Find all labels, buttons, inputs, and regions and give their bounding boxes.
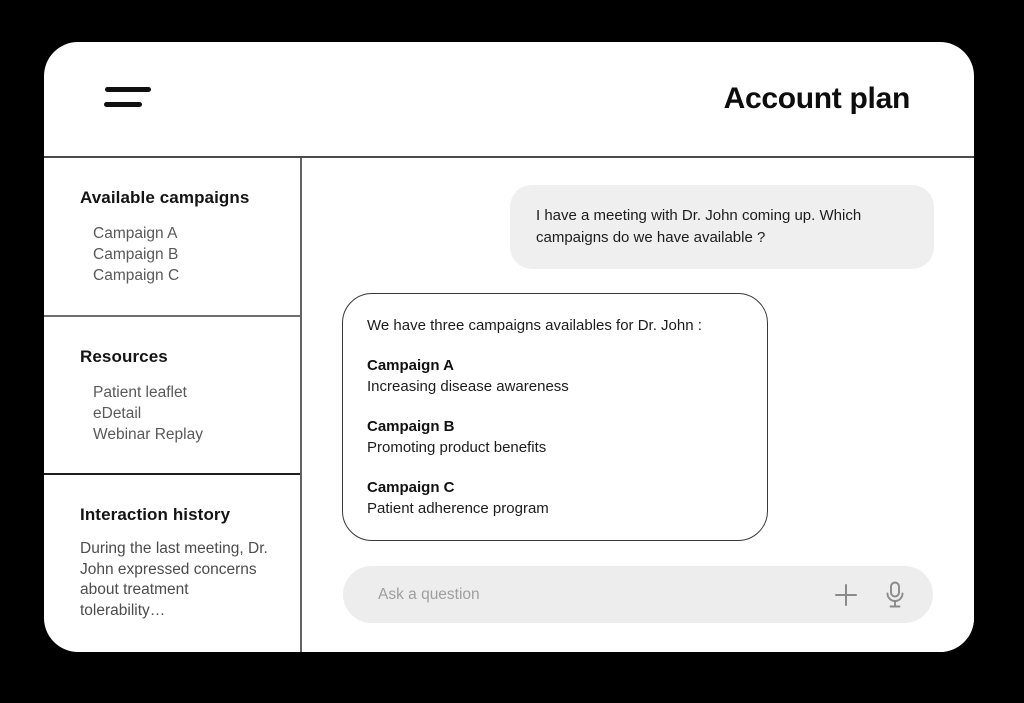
hamburger-bar-bottom <box>104 102 142 107</box>
plus-icon[interactable] <box>833 582 859 608</box>
campaign-b-name: Campaign B <box>367 418 455 435</box>
hamburger-bar-top <box>105 87 151 92</box>
sidebar-section-interaction-history <box>44 475 300 652</box>
interaction-history-text: During the last meeting, Dr. John expressed concerns about treatment tolerability… <box>80 540 268 619</box>
hamburger-menu-icon[interactable] <box>104 87 152 109</box>
user-message-text: I have a meeting with Dr. John coming up. Which campaigns do we have available ? <box>536 207 862 246</box>
user-message-bubble <box>510 185 934 269</box>
chat-area <box>302 158 974 652</box>
resource-list <box>93 382 282 445</box>
main-body <box>44 158 974 652</box>
assistant-message-bubble <box>342 293 768 541</box>
microphone-icon[interactable] <box>883 581 907 609</box>
sidebar-item-edetail[interactable]: eDetail <box>93 405 142 422</box>
campaign-a-description: Increasing disease awareness <box>367 378 569 395</box>
sidebar-item-patient-leaflet[interactable]: Patient leaflet <box>93 384 187 401</box>
section-title-interaction-history: Interaction history <box>80 505 231 524</box>
sidebar-item-webinar-replay[interactable]: Webinar Replay <box>93 426 203 443</box>
campaign-b-block <box>367 416 743 458</box>
campaign-b-description: Promoting product benefits <box>367 439 547 456</box>
campaign-c-description: Patient adherence program <box>367 500 549 517</box>
sidebar-section-available-campaigns <box>44 158 300 317</box>
campaign-a-name: Campaign A <box>367 357 454 374</box>
campaign-list <box>93 223 282 286</box>
app-window <box>44 42 974 652</box>
page-title: Account plan <box>723 82 910 115</box>
sidebar-item-campaign-c[interactable]: Campaign C <box>93 267 180 284</box>
header <box>44 42 974 158</box>
campaign-a-block <box>367 355 743 397</box>
sidebar-section-resources <box>44 317 300 475</box>
sidebar <box>44 158 302 652</box>
section-title-available-campaigns: Available campaigns <box>80 188 250 207</box>
sidebar-item-campaign-b[interactable]: Campaign B <box>93 246 179 263</box>
question-input[interactable] <box>378 586 833 604</box>
campaign-c-name: Campaign C <box>367 479 455 496</box>
assistant-intro-text: We have three campaigns availables for Dr. John : <box>367 317 702 334</box>
question-input-bar <box>343 566 933 623</box>
campaign-c-block <box>367 477 743 519</box>
section-title-resources: Resources <box>80 347 168 366</box>
sidebar-item-campaign-a[interactable]: Campaign A <box>93 225 178 242</box>
